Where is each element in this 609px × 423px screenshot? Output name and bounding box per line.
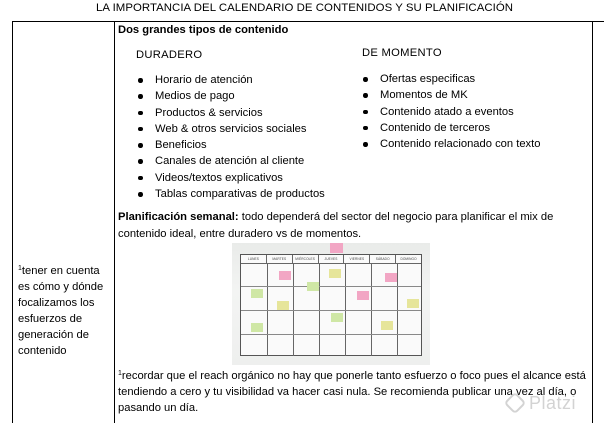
footnote-mark: 1 [118,370,122,377]
platzi-watermark [507,393,576,414]
calendar-day-header [241,255,421,264]
planificacion-text: todo dependerá del sector del negocio para planificar el mix de contenido ideal, entre duradero vs de momentos. [118,211,554,240]
day-label: JUEVES [319,255,345,263]
list-item: Beneficios [137,137,325,153]
planificacion-paragraph [118,209,590,242]
day-label: SÁBADO [370,255,396,263]
footnote-text: recordar que el reach orgánico no hay que ponerle tanto esfuerzo o foco pues el alcance está tendiendo a cero y tu visibilidad va hacer casi nula. Se recomienda publicar una vez al día, o pasando un día. [118,370,586,415]
watermark-text: Platzi [529,393,577,413]
de-momento-list [362,71,540,152]
table-column-divider [114,21,115,423]
calendar-grid-line [241,286,421,287]
sticky-note [307,282,319,291]
sticky-note [277,301,289,310]
de-momento-title: DE MOMENTO [362,47,442,59]
list-item: Ofertas especificas [362,71,540,87]
document-title: LA IMPORTANCIA DEL CALENDARIO DE CONTENIDOS Y SU PLANIFICACIÓN [95,2,514,14]
list-item: Web & otros servicios sociales [137,121,325,137]
list-item: Horario de atención [137,72,325,88]
list-item: Contenido relacionado con texto [362,136,540,152]
platzi-logo-icon [504,392,527,415]
sticky-note [330,243,343,253]
day-label: MARTES [267,255,293,263]
sticky-note [331,313,343,322]
sticky-note [329,269,341,278]
list-item: Canales de atención al cliente [137,153,325,169]
footnote-mark: 1 [18,265,22,272]
left-cell-note [18,263,110,359]
sticky-note [385,273,397,282]
sticky-note [357,291,369,300]
calendar-board [240,254,422,356]
list-item: Productos & servicios [137,105,325,121]
sticky-note [251,323,263,332]
duradero-list [137,72,325,202]
list-item: Medios de pago [137,88,325,104]
content-types-heading: Dos grandes tipos de contenido [118,24,289,36]
sticky-note [407,299,419,308]
list-item: Contenido atado a eventos [362,104,540,120]
list-item: Tablas comparativas de productos [137,186,325,202]
calendar-grid-line [241,334,421,335]
sticky-note [381,321,393,330]
list-item: Contenido de terceros [362,120,540,136]
duradero-title: DURADERO [136,49,203,61]
sticky-note [279,271,291,280]
day-label: MIÉRCOLES [293,255,319,263]
calendar-photo [232,243,430,365]
calendar-grid-line [241,310,421,311]
planificacion-label: Planificación semanal: [118,211,239,223]
list-item: Momentos de MK [362,87,540,103]
day-label: LUNES [241,255,267,263]
left-cell-text: tener en cuenta es cómo y dónde focalizamos los esfuerzos de generación de contenido [18,265,104,357]
day-label: DOMINGO [400,257,417,261]
table-right-border [592,21,593,423]
list-item: Videos/textos explicativos [137,170,325,186]
sticky-note [251,289,263,298]
day-label: VIERNES [344,255,370,263]
